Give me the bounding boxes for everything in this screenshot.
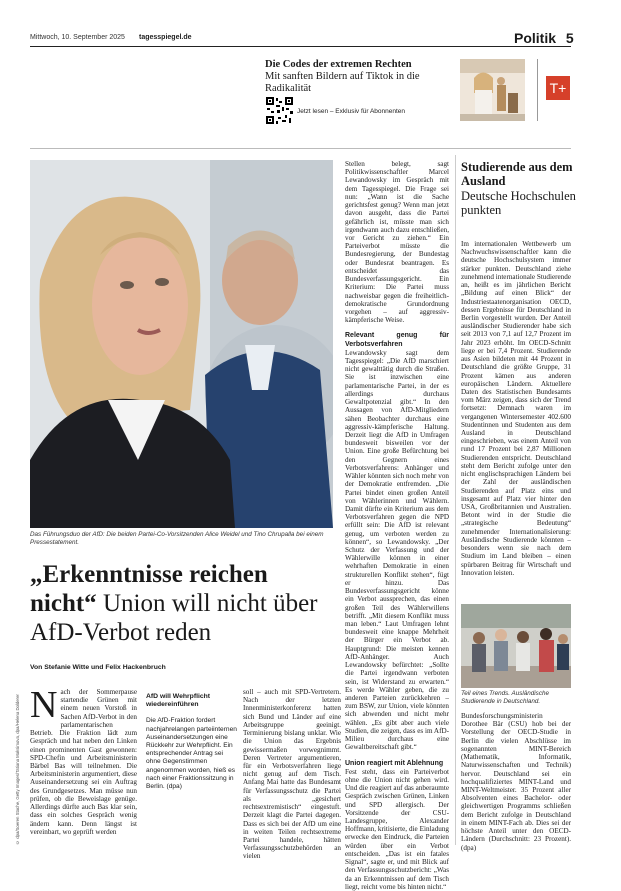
article-column-4: [345, 160, 449, 891]
teaser-divider: [537, 59, 538, 121]
header-rule: [30, 46, 571, 47]
photo-credits: © dpa/Soeren Stache, Getty Images/Tatiana Maksimova, dpa/Helena Dolderer: [15, 694, 20, 845]
page-number: 5: [565, 30, 574, 46]
byline: Von Stefanie Witte und Felix Hackenbruch: [30, 664, 166, 671]
teaser-image[interactable]: [460, 59, 525, 121]
subheading-union: Union reagiert mit Ablehnung: [345, 759, 444, 767]
info-box: [146, 693, 239, 791]
subheading-relevant: Relevant genug für Verbotsverfahren: [345, 332, 449, 348]
info-box-title: AfD will Wehrpflicht wiedereinführen: [146, 693, 211, 709]
sidebar-title: Studierende aus dem Ausland: [461, 160, 573, 188]
teaser-link[interactable]: Jetzt lesen – Exklusiv für Abonnenten: [297, 108, 406, 115]
photo-caption: Das Führungsduo der AfD: Die beiden Partei-Co-Vorsitzenden Alice Weidel und Tino Chrupalla bei einem Pressestatement.: [30, 531, 324, 546]
sidebar-text-1: Im internationalen Wettbewerb um Nachwuchswissenschaftler kann die deutsche Hochschulsystem immer stärker punkten. Deutschland ziehe zunehmend internationale Studierende an, heißt es im jährlichen Bericht „Bildung auf einen Blick“ der Industriestaatenorganisation OECD, dessen Ergebnisse für Deutschland in Berlin vorgestellt wurden. Der Anteil ausländischer Studierender habe sich seit 2013 von 7,1 auf 12,7 Prozent im Jahr 2023 erhöht. Im OECD-Schnitt liege er bei 7,4 Prozent. Studierende aus Asien bildeten mit 44 Prozent in Deutschland die größte Gruppe, 31 Prozent kämen aus anderen europäischen Ländern. Aktuellere Daten des Statistischen Bundesamts vom März zeigen, dass sich der Trend fortsetzt: Demnach waren im vergangenen Wintersemester 402.600 Studentinnen und Studenten aus dem Ausland in Deutschland eingeschrieben, was einem Anteil von rund 17 Prozent bei 2,87 Millionen Studierenden entspricht. Deutschland steht dem Bericht zufolge unter den nicht englischsprachigen Ländern bei der Zahl der ausländischen Studierenden auf Platz eins und insgesamt auf Platz vier hinter den USA, Großbritannien und Australien. Betont wird in der Studie die „strategische Bedeutung“ zunehmender Internationalisierung: Ausländische Studierende könnten – besonders wenn sie nach dem Studium im Land bleiben – einen spürbaren Beitrag für Wirtschaft und Innovation leisten.: [461, 240, 571, 577]
site-name[interactable]: tagesspiegel.de: [139, 34, 192, 41]
article-text-4b: Lewandowsky sagt dem Tagesspiegel: „Die AfD marschiert nicht gewalttätig durch die Straßen. Sie ist inzwischen eine parlamentarische Partei, in der es allerdings durchaus Gewaltpotenzial gibt.“ In den Aussagen von AfD-Mitgliedern sähen Beobachter durchaus eine aggressiv-kämpferische Haltung. Derzeit liegt die AfD in Umfragen bundesweit bisweilen vor der Union. Eine große Befürchtung bei den Gegnern eines Verbotsverfahrens: Anhänger und Wähler könnten sich noch mehr von der Demokratie entfremden. „Die Partei bindet einen großen Anteil von Wählerinnen und Wählern. Damit dürfte ein Kriterium aus dem Verbotsverfahren gegen die NPD erfüllt sein: Die AfD ist relevant genug, um verboten werden zu können“, so Lewandowsky. „Der Schutz der Verfassung und der Wählerwille können in einer wehrhaften Demokratie in einen strukturellen Konflikt stehen“, fügt er hinzu. Das Bundesverfassungsgericht könne ein Verbot aussprechen, das einen großen Teil des Wählerwillens betrifft. „Mit diesem Konflikt muss man leben.“ Laut Umfragen lehnt bundesweit eine knappe Mehrheit der Bürger ein Verbot ab. Hauptgrund: Die meisten kennen AfD-Anhänger. Auch Lewandowsky befürchtet: „Sollte die Partei irgendwann verboten sein, ist Widerstand zu erwarten.“ Es werde Wähler geben, die zu anderen Parteien zurückkehren – zum BSW, zur Union, viele könnten sich abwenden und nicht mehr wählen. „Es gibt aber auch viele Studien, die zeigen, dass es im AfD-Milieu durchaus eine Gewaltbereitschaft gibt.“: [345, 348, 449, 752]
headline: [30, 560, 330, 647]
headline-rest: Union will nicht über AfD-Verbot reden: [30, 590, 318, 646]
dropcap: N: [30, 684, 58, 726]
teaser-subtitle[interactable]: Mit sanften Bildern auf Tiktok in die Radikalität: [265, 71, 420, 94]
article-column-1: [30, 684, 137, 836]
section-rule: [30, 148, 571, 149]
headline-bold: „Erkenntnisse reichen nicht“: [30, 561, 268, 617]
article-text-4c: Fest steht, dass ein Parteiverbot ohne die Union nicht gehen wird. Und die reagiert auf das anberaumte Gespräch zwischen Grünen, Linken und SPD allergisch. Der Vorsitzende der CSU-Landesgruppe, Alexander Hoffmann, kritisierte, die Einladung erwecke den Eindruck, die Parteien würden über ein Verbot entscheiden. „Das ist ein fatales Signal“, sagte er, und mit Blick auf den Verfassungsschutzbericht: „Was da an Erkenntnissen auf dem Tisch liegt, reicht vorne bis hinten nicht.“: [345, 767, 449, 891]
sidebar-photo: [461, 604, 571, 688]
lead-photo: [30, 160, 333, 528]
sidebar-photo-caption: Teil eines Trends. Ausländische Studierende in Deutschland.: [461, 690, 549, 705]
column-divider: [455, 155, 456, 845]
subscriber-badge[interactable]: T+: [546, 76, 570, 100]
issue-date: Mittwoch, 10. September 2025: [30, 34, 125, 41]
qr-code-icon[interactable]: [265, 96, 294, 125]
teaser-title[interactable]: Die Codes der extremen Rechten: [265, 59, 412, 70]
article-column-3: soll – auch mit SPD-Vertretern. Nach der letzten Innenministerkonferenz hatten sich Bund und Länder auf eine Arbeitsgruppe geeinigt. Terminierung bislang unklar. Wie die Union das Ergebnis gewissermaßen vorwegnimmt. Deren Vertreter argumentieren, für ein Verbotsverfahren liege nicht genug auf dem Tisch. Anfang Mai hatte das Bundesamt für Verfassungsschutz die Partei als „gesichert rechtsextremistisch“ eingestuft. Derzeit klagt die Partei dagegen. Dass es sich bei der AfD um eine in weiten Teilen rechtsextreme Partei handele, hätten Verfassungsschutzbehörden an vielen: [243, 688, 341, 861]
sidebar-text-2: Bundesforschungsministerin Dorothee Bär (CSU) hob bei der Vorstellung der OECD-Studie in Berlin die vielen Abschlüsse im sogenannten MINT-Bereich (Mathematik, Informatik, Naturwissenschaften und Technik) hervor. Deutschland sei ein hochqualifiziertes MINT-Land und MINT-Weltmeister. 35 Prozent aller Absolventen eines Bachelor- oder gleichwertigen Programms schließen dem Bericht zufolge in Deutschland in einem MINT-Fach ab. Dies sei der höchste Anteil unter den OECD-Ländern (Durchschnitt: 23 Prozent). (dpa): [461, 712, 571, 852]
article-text-4a: Stellen belegt, sagt Politikwissenschaftler Marcel Lewandowsky im Gespräch mit dem Tagesspiegel. Die Frage sei nun: „Wann ist die Sache gerichtsfest genug? Wenn man jetzt davon ausgeht, dass die Partei gefährlich ist, müsste man sich irgendwann auch dazu entschließen, vor Gericht zu ziehen.“ Ein Parteiverbot müsste die Bundesregierung, der Bundestag oder Bundesrat beantragen. Es entscheidet das Bundesverfassungsgericht. Ein Kriterium: Die Partei muss nachweisbar gegen die freiheitlich-demokratische Grundordnung vorgehen – auf aggressiv-kämpferische Weise.: [345, 160, 449, 325]
sidebar-subtitle: Deutsche Hochschulen punkten: [461, 189, 576, 217]
article-text-1: ach der Sommerpause startendie Grünen mit einem neuen Vorstoß in Sachen AfD-Verbot in den parlamentarischen Betrieb. Die Fraktion lädt zum Gespräch und hat neben den Linken einen prominenten Gast gewonnen: SPD-Chefin und Arbeitsministerin Bärbel Bas will teilnehmen. Die Arbeitsministerin argumentiert, diese Auseinandersetzung sei ein Auftrag des Grundgesetzes. Man müsse nun prüfen, ob die Beweislage genüge. Allerdings dürfte auch Bas klar sein, dass ein solches Gespräch wenig ändern kann. Denn längst ist vereinbart, wo geprüft werden: [30, 688, 137, 836]
info-box-text: Die AfD-Fraktion fordert nachjahrelangen parteiinternen Auseinandersetzungen eine Rückkehr zur Wehrpflicht. Ein entsprechender Antrag sei ohne Gegenstimmen angenommen worden, hieß es nach einer Fraktionssitzung in Berlin. (dpa): [146, 717, 237, 791]
section-name: Politik: [514, 30, 557, 46]
section-header: [514, 30, 574, 46]
